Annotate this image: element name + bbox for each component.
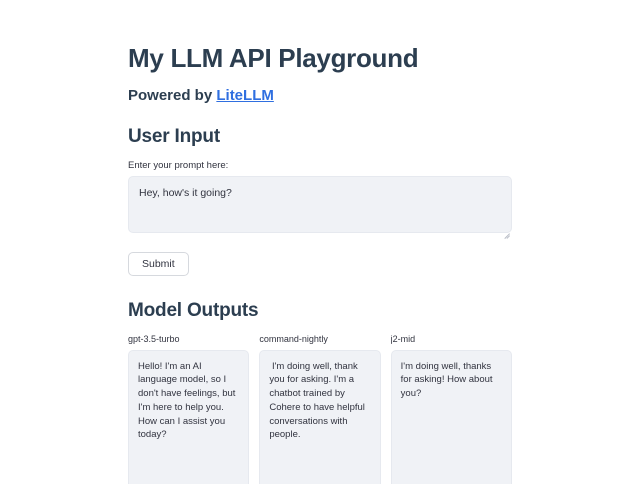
- powered-by-line: [128, 87, 512, 104]
- output-column-2: [259, 334, 380, 484]
- page-title: My LLM API Playground: [128, 43, 419, 73]
- output-text-gpt-35-turbo[interactable]: [128, 350, 249, 484]
- output-wrapper-3: [391, 350, 512, 484]
- output-text-command-nightly[interactable]: [259, 350, 380, 484]
- prompt-label: Enter your prompt here:: [128, 159, 229, 171]
- output-column-3: [391, 334, 512, 484]
- output-label-j2-mid: j2-mid: [390, 333, 416, 344]
- prompt-input[interactable]: [128, 176, 512, 233]
- model-outputs-row: [128, 334, 512, 484]
- output-text-j2-mid[interactable]: [391, 350, 512, 484]
- user-input-heading: User Input: [128, 125, 220, 147]
- model-outputs-heading: Model Outputs: [128, 299, 259, 321]
- output-label-gpt-35-turbo: gpt-3.5-turbo: [128, 333, 180, 344]
- powered-by-text: Powered by: [128, 86, 217, 104]
- output-column-1: [128, 334, 249, 484]
- output-label-command-nightly: command-nightly: [259, 333, 328, 344]
- litellm-link[interactable]: LiteLLM: [216, 86, 274, 104]
- prompt-input-wrapper: [128, 176, 512, 238]
- submit-button[interactable]: Submit: [128, 252, 189, 276]
- output-wrapper-2: [259, 350, 380, 484]
- output-wrapper-1: [128, 350, 249, 484]
